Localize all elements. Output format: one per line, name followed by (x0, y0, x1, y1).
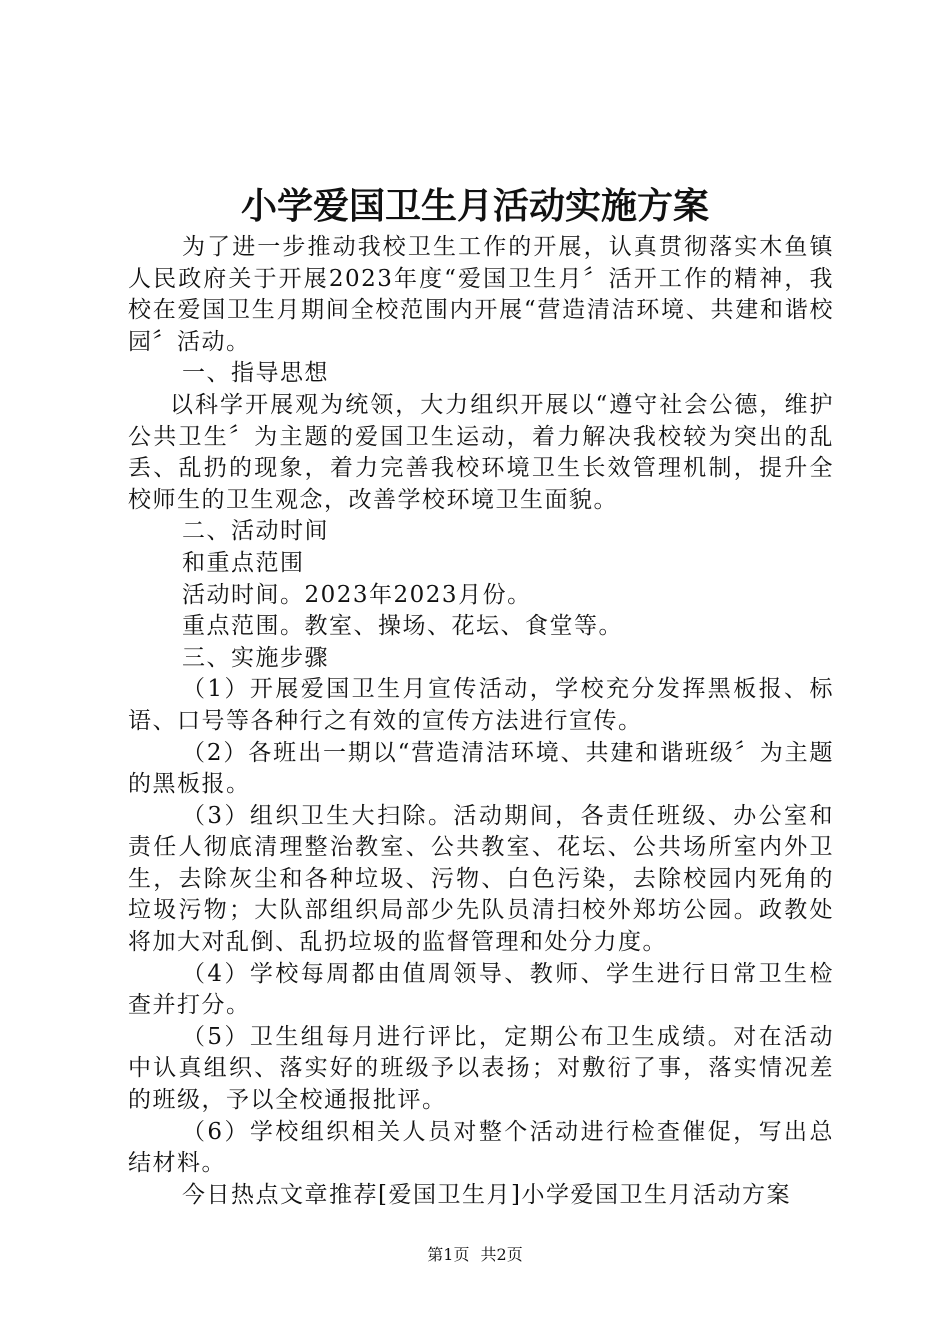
page-number-current: 第1页 (427, 1245, 470, 1264)
step-4-paragraph: （4）学校每周都由值周领导、教师、学生进行日常卫生检查并打分。 (128, 960, 834, 1019)
page-number-total: 共2页 (480, 1245, 523, 1264)
document-body (128, 232, 834, 1211)
section-heading-guiding-ideology: 一、指导思想 (182, 360, 329, 387)
key-scope-line: 重点范围。教室、操场、花坛、食堂等。 (182, 613, 623, 640)
step-5-paragraph: （5）卫生组每月进行评比，定期公布卫生成绩。对在活动中认真组织、落实好的班级予以表扬；对敷衍了事，落实情况差的班级，予以全校通报批评。 (128, 1023, 834, 1114)
step-1-paragraph: （1）开展爱国卫生月宣传活动，学校充分发挥黑板报、标语、口号等各种行之有效的宣传方法进行宣传。 (128, 676, 834, 734)
section-heading-key-scope: 和重点范围 (182, 549, 305, 576)
document-title: 小学爱国卫生月活动实施方案 (240, 186, 709, 227)
page-footer (0, 1244, 950, 1266)
guiding-ideology-paragraph: 以科学开展观为统领，大力组织开展以“遵守社会公德，维护公共卫生〞为主题的爱国卫生运动，着力解决我校较为突出的乱丢、乱扔的现象，着力完善我校环境卫生长效管理机制，提升全校师生的卫生观念，改善学校环境卫生面貌。 (128, 391, 834, 513)
step-2-paragraph: （2）各班出一期以“营造清洁环境、共建和谐班级〞为主题的黑板报。 (128, 739, 834, 798)
section-heading-activity-time: 二、活动时间 (182, 518, 329, 545)
intro-paragraph: 为了进一步推动我校卫生工作的开展，认真贯彻落实木鱼镇人民政府关于开展2023年度“爱国卫生月〞活开工作的精神，我校在爱国卫生月期间全校范围内开展“营造清洁环境、共建和谐校园〞活动。 (128, 234, 834, 355)
activity-time-line: 活动时间。2023年2023月份。 (182, 581, 532, 608)
step-3-paragraph: （3）组织卫生大扫除。活动期间，各责任班级、办公室和责任人彻底清理整治教室、公共教室、花坛、公共场所室内外卫生，去除灰尘和各种垃圾、污物、白色污染，去除校园内死角的垃圾污物；大队部组织局部少先队员清扫校外郑坊公园。政教处将加大对乱倒、乱扔垃圾的监督管理和处分力度。 (128, 802, 834, 956)
recommended-article-link: 今日热点文章推荐[爱国卫生月]小学爱国卫生月活动方案 (182, 1181, 791, 1208)
step-6-paragraph: （6）学校组织相关人员对整个活动进行检查催促，写出总结材料。 (128, 1118, 834, 1177)
section-heading-implementation-steps: 三、实施步骤 (182, 644, 329, 671)
